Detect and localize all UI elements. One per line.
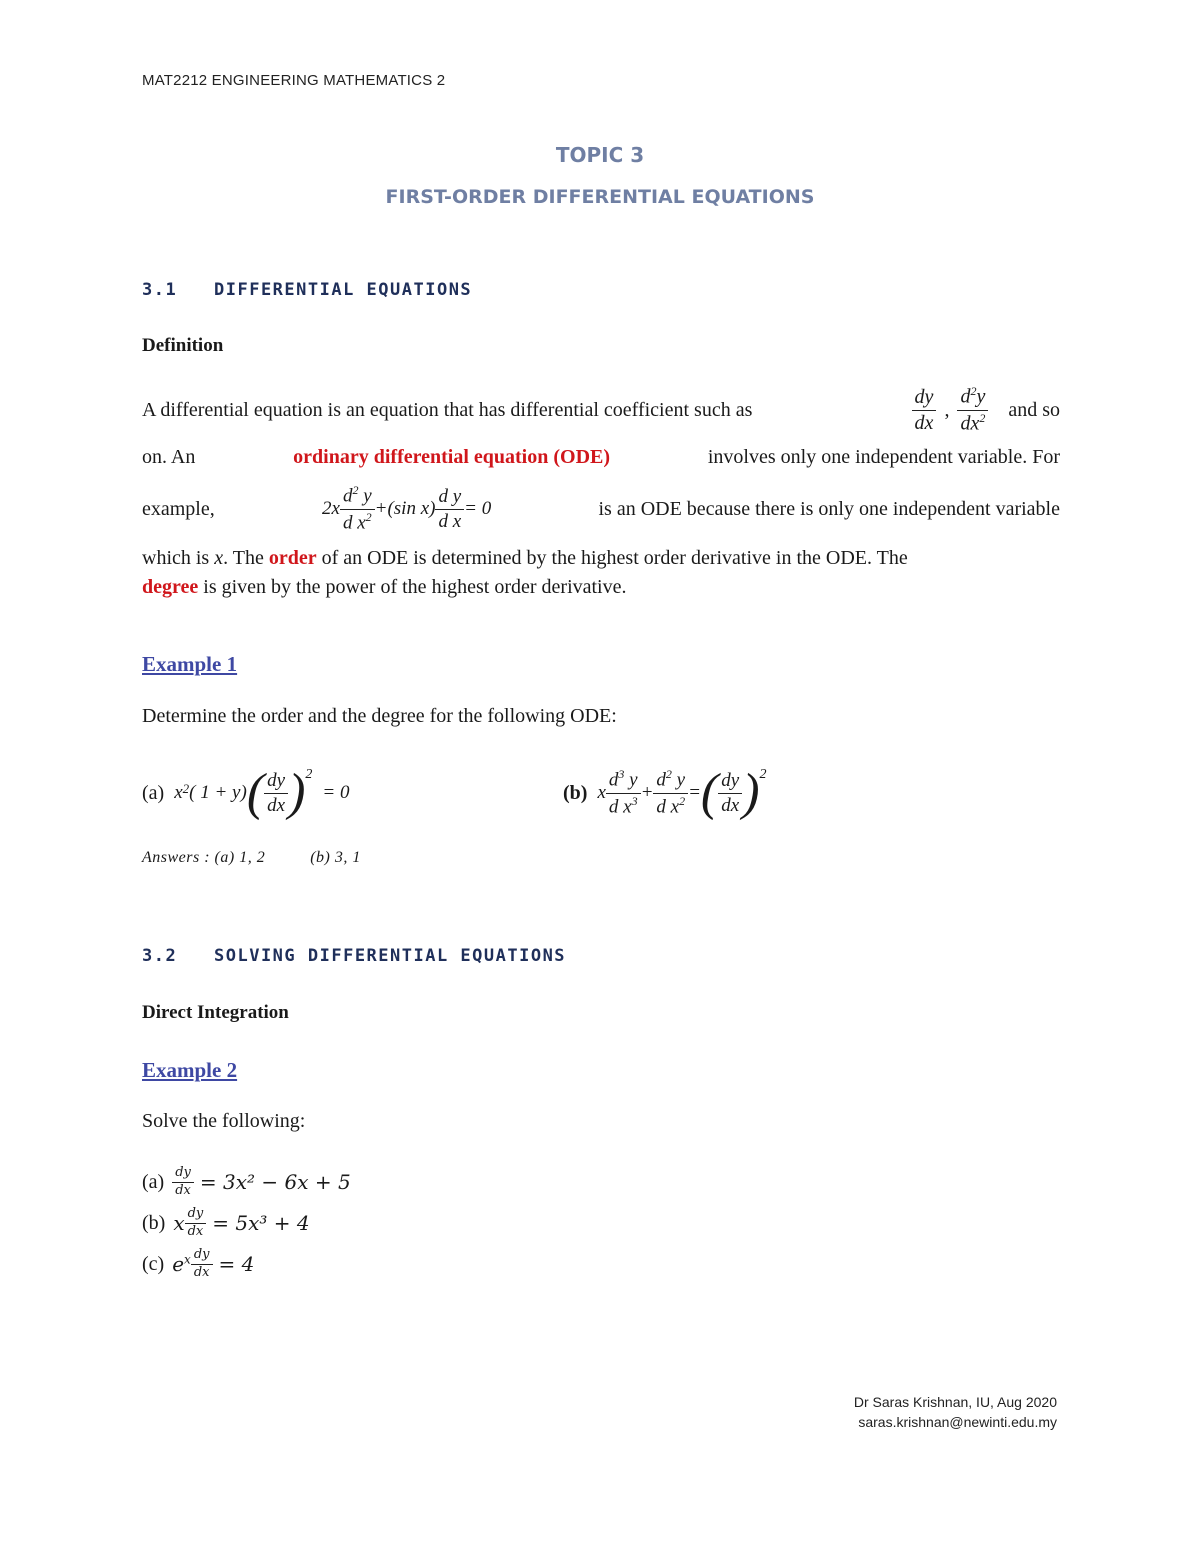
text-order-desc: of an ODE is determined by the highest order derivative in the ODE. The — [321, 547, 908, 569]
d3y-dx3-fraction: $\frac{d^3 y}{d x^3}$ — [606, 767, 641, 818]
footer-email: saras.krishnan@newinti.edu.my — [858, 1414, 1057, 1430]
section-heading-3-1 — [142, 280, 472, 300]
section-heading-3-2 — [142, 946, 566, 966]
running-header: MAT2212 ENGINEERING MATHEMATICS 2 — [142, 72, 446, 89]
right-paren: ) — [288, 764, 306, 821]
part-c-label: (c) — [142, 1252, 165, 1275]
definition-line-5 — [142, 576, 627, 599]
dy-dx-fraction: $\frac{dy}{dx}$ — [191, 1247, 213, 1281]
section-title: DIFFERENTIAL EQUATIONS — [214, 280, 473, 300]
part-a-label: (a) — [142, 1170, 165, 1193]
d2y-dx2-fraction: $\frac{d^2 y}{d x^2}$ — [653, 767, 688, 818]
definition-text-1: A differential equation is an equation that has differential coefficient such as — [142, 398, 753, 421]
dy-dx-fraction: $\frac{dy}{dx}$ — [718, 769, 742, 818]
text-on-an: on. An — [142, 446, 196, 468]
dy-dx-fraction: $\frac{\text{d y}}{\text{d x}}$ — [435, 485, 464, 534]
text-degree-desc: is given by the power of the highest order derivative. — [203, 576, 627, 598]
example-2-part-a — [142, 1160, 351, 1204]
rhs-a: = 3x² − 6x + 5 — [199, 1170, 351, 1194]
variable-x: x — [214, 547, 224, 569]
term-ode: ordinary differential equation (ODE) — [293, 446, 611, 468]
left-paren: ( — [700, 764, 719, 821]
left-paren: ( — [246, 764, 265, 821]
example-1-part-a — [142, 758, 349, 828]
section-title: SOLVING DIFFERENTIAL EQUATIONS — [214, 946, 567, 966]
footer — [854, 1392, 1057, 1432]
dy-dx-fraction: $\frac{dy}{dx}$ — [185, 1206, 207, 1240]
example-1-instruction: Determine the order and the degree for the following ODE: — [142, 705, 617, 727]
and-so-text: and so — [1008, 398, 1060, 421]
d2y-dx2-fraction: $\frac{d^2 y}{d x^2}$ — [340, 483, 375, 534]
text-involves: involves only one independent variable. For — [707, 446, 1060, 468]
definition-heading: Definition — [142, 335, 224, 356]
footer-author: Dr Saras Krishnan, IU, Aug 2020 — [853, 1394, 1057, 1410]
text-the: . The — [223, 547, 264, 569]
equation-2c: $e^x$ $\frac{dy}{dx}$ = 4 — [172, 1247, 255, 1280]
section-number: 3.1 — [142, 280, 178, 300]
dy-dx-fraction: $\frac{dy}{dx}$ — [172, 1165, 194, 1199]
definition-line-4 — [142, 547, 1060, 570]
ode-example-equation: 2x $\frac{d^2 y}{d x^2}$ +(sin x) $\frac{\text{d y}}{\text{d x}}$ = 0 — [322, 483, 492, 533]
term-order: order — [268, 547, 317, 569]
text-example: example, — [142, 497, 215, 520]
topic-subtitle: FIRST-ORDER DIFFERENTIAL EQUATIONS — [385, 186, 815, 208]
section-number: 3.2 — [142, 946, 178, 966]
text-which-is: which is — [142, 547, 210, 569]
example-2-heading: Example 2 — [142, 1058, 238, 1082]
part-b-label: (b) — [142, 1211, 166, 1234]
dy-dx-fraction: $\frac{dy}{dx}$ — [912, 385, 937, 436]
equation-2a — [172, 1165, 350, 1199]
example-2-instruction: Solve the following: — [142, 1110, 306, 1132]
topic-title: TOPIC 3 — [555, 143, 645, 167]
rhs-b: = 5x³ + 4 — [212, 1211, 310, 1235]
definition-line-3 — [142, 478, 1060, 540]
equation-2b: x $\frac{dy}{dx}$ = 5x³ + 4 — [173, 1206, 310, 1239]
part-a-label: (a) — [142, 781, 165, 804]
definition-line-1 — [142, 380, 1060, 440]
part-b-label: (b) — [563, 781, 588, 804]
example-1-part-b — [563, 758, 767, 828]
comma: , — [944, 398, 950, 421]
rhs-c: = 4 — [218, 1252, 255, 1276]
term-degree: degree — [142, 576, 199, 598]
example-2-part-c — [142, 1242, 254, 1286]
direct-integration-heading: Direct Integration — [142, 1002, 289, 1023]
dy-dx-fraction: $\frac{dy}{dx}$ — [264, 769, 288, 818]
example-2-part-b — [142, 1201, 310, 1245]
equation-b: x $\frac{d^3 y}{d x^3}$ + $\frac{d^2 y}{d x^2}$ = ( $\frac{dy}{dx}$ ) $^2$ — [597, 764, 767, 821]
right-paren: ) — [742, 764, 760, 821]
example-1-heading: Example 1 — [142, 652, 238, 676]
definition-line-2 — [142, 446, 1060, 469]
example-1-answers: Answers : (a) 1, 2 (b) 3, 1 — [142, 849, 361, 866]
d2y-dx2-fraction: $\frac{d^2y}{dx^2}$ — [957, 384, 988, 436]
equation-a: x 2 ( 1 + y) ( $\frac{dy}{dx}$ ) $^2$ = 0 — [174, 764, 350, 821]
text-is-an-ode: is an ODE because there is only one independent variable — [598, 497, 1060, 520]
derivative-examples — [912, 384, 1060, 436]
